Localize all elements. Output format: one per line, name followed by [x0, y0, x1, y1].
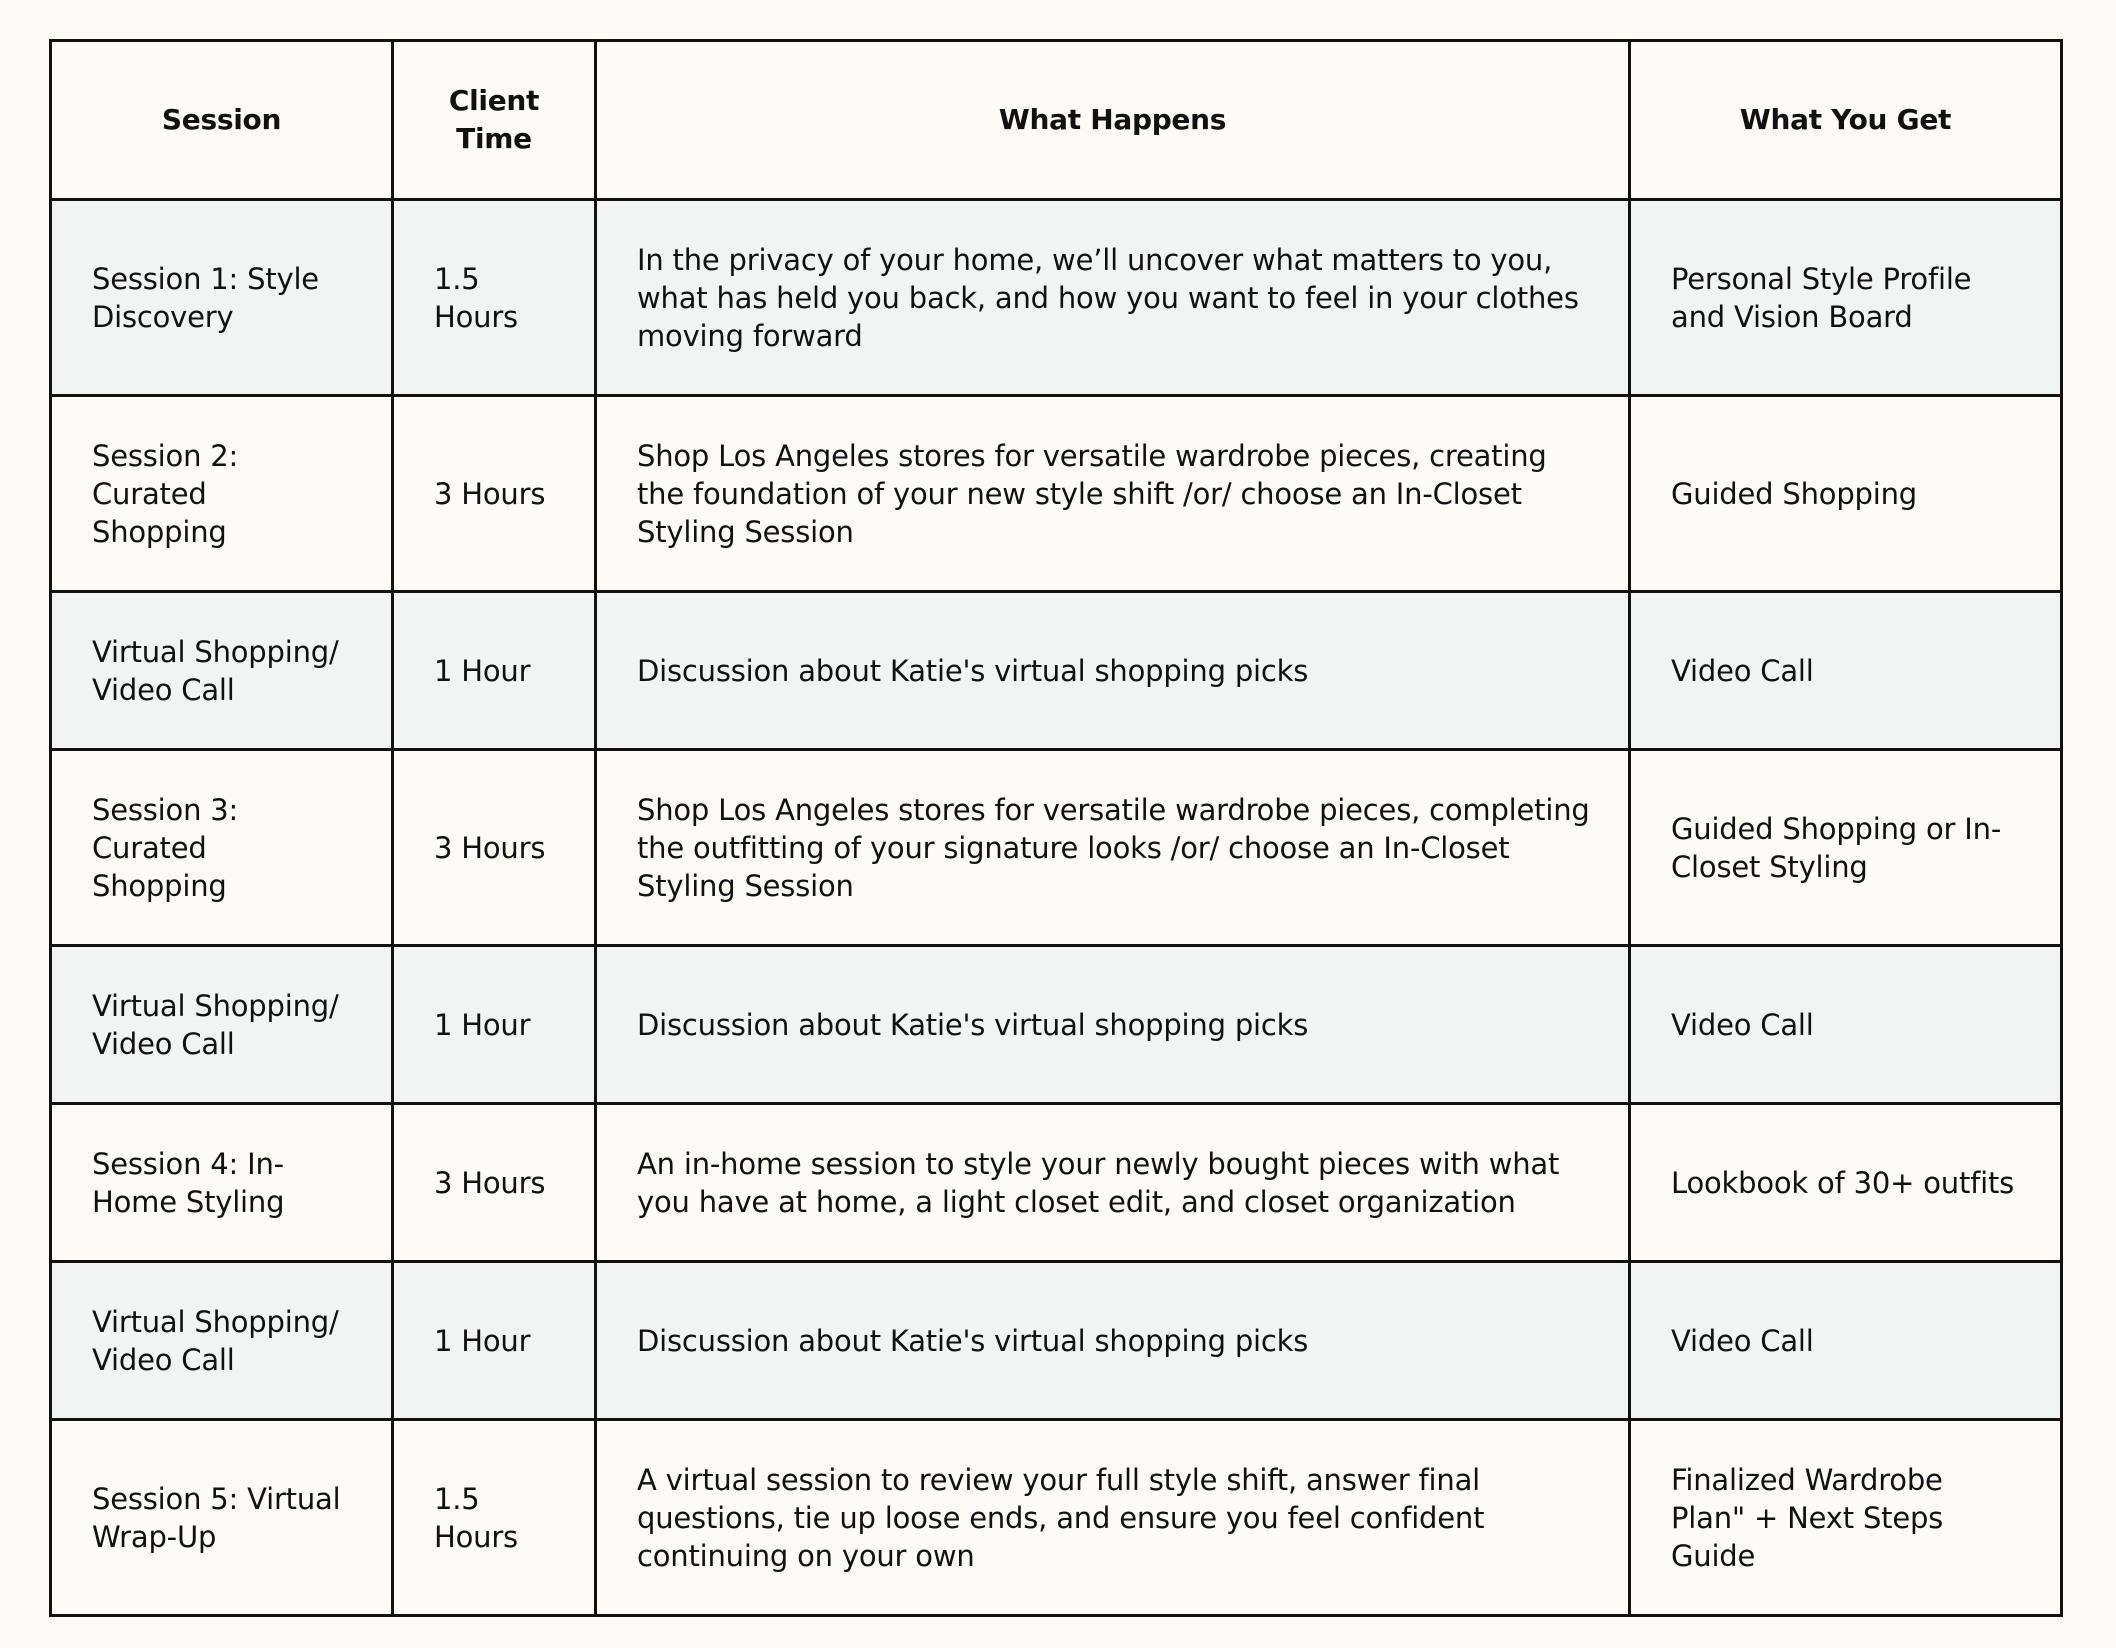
cell-what-happens: An in-home session to style your newly bought pieces with what you have at home, a light closet edit, and closet organization [596, 1104, 1630, 1262]
cell-what-you-get: Video Call [1630, 592, 2062, 750]
cell-client-time: 3 Hours [393, 1104, 596, 1262]
cell-what-you-get: Lookbook of 30+ outfits [1630, 1104, 2062, 1262]
cell-what-you-get: Video Call [1630, 1262, 2062, 1420]
cell-session: Session 3: Curated Shopping [51, 750, 393, 946]
table-row [51, 1262, 2062, 1420]
header-what-happens: What Happens [596, 41, 1630, 200]
cell-what-you-get: Guided Shopping [1630, 396, 2062, 592]
cell-session: Virtual Shopping/ Video Call [51, 592, 393, 750]
cell-what-happens: Discussion about Katie's virtual shopping picks [596, 592, 1630, 750]
table-row [51, 946, 2062, 1104]
cell-what-happens: In the privacy of your home, we’ll uncover what matters to you, what has held you back, and how you want to feel in your clothes moving forward [596, 200, 1630, 396]
cell-session: Session 1: Style Discovery [51, 200, 393, 396]
table-row [51, 592, 2062, 750]
cell-what-happens: Discussion about Katie's virtual shopping picks [596, 946, 1630, 1104]
cell-what-you-get: Finalized Wardrobe Plan" + Next Steps Guide [1630, 1420, 2062, 1616]
table-row [51, 396, 2062, 592]
cell-client-time: 1 Hour [393, 592, 596, 750]
header-row [51, 41, 2062, 200]
sessions-table [49, 39, 2063, 1617]
cell-what-you-get: Personal Style Profile and Vision Board [1630, 200, 2062, 396]
table-row [51, 1104, 2062, 1262]
cell-session: Virtual Shopping/ Video Call [51, 946, 393, 1104]
cell-session: Session 5: Virtual Wrap-Up [51, 1420, 393, 1616]
cell-session: Session 2: Curated Shopping [51, 396, 393, 592]
cell-client-time: 3 Hours [393, 750, 596, 946]
table-row [51, 200, 2062, 396]
cell-session: Session 4: In-Home Styling [51, 1104, 393, 1262]
cell-client-time: 1 Hour [393, 946, 596, 1104]
cell-what-happens: A virtual session to review your full style shift, answer final questions, tie up loose ends, and ensure you feel confident continuing on your own [596, 1420, 1630, 1616]
cell-client-time: 1 Hour [393, 1262, 596, 1420]
cell-client-time: 1.5 Hours [393, 1420, 596, 1616]
cell-what-you-get: Video Call [1630, 946, 2062, 1104]
header-what-you-get: What You Get [1630, 41, 2062, 200]
cell-what-happens: Discussion about Katie's virtual shopping picks [596, 1262, 1630, 1420]
cell-client-time: 3 Hours [393, 396, 596, 592]
cell-client-time: 1.5 Hours [393, 200, 596, 396]
cell-what-happens: Shop Los Angeles stores for versatile wardrobe pieces, creating the foundation of your new style shift /or/ choose an In-Closet Styling Session [596, 396, 1630, 592]
cell-what-happens: Shop Los Angeles stores for versatile wardrobe pieces, completing the outfitting of your signature looks /or/ choose an In-Closet Styling Session [596, 750, 1630, 946]
cell-session: Virtual Shopping/ Video Call [51, 1262, 393, 1420]
table-row [51, 750, 2062, 946]
header-session: Session [51, 41, 393, 200]
table-row [51, 1420, 2062, 1616]
cell-what-you-get: Guided Shopping or In-Closet Styling [1630, 750, 2062, 946]
header-client-time: Client Time [393, 41, 596, 200]
